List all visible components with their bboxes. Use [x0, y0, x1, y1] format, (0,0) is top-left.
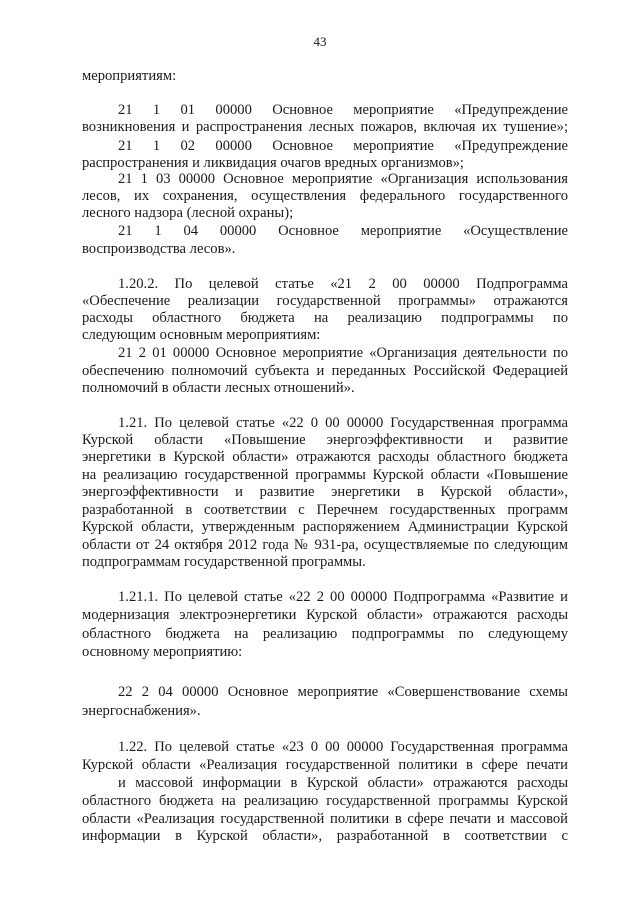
- text-line: областного бюджета на реализацию подпрограммы по следующему: [82, 626, 568, 642]
- text-line: 21 2 01 00000 Основное мероприятие «Организация деятельности по: [118, 345, 568, 361]
- text-line: обеспечению полномочий субъекта и переданных Российской Федерацией: [82, 363, 568, 379]
- text-line: 21 1 01 00000 Основное мероприятие «Предупреждение: [118, 102, 568, 118]
- text-line: 1.21.1. По целевой статье «22 2 00 00000 Подпрограмма «Развитие и: [118, 589, 568, 605]
- text-line: следующим основным мероприятиям:: [82, 327, 321, 343]
- text-line: энергоснабжения».: [82, 703, 201, 719]
- text-line: 21 1 03 00000 Основное мероприятие «Организация использования: [118, 171, 568, 187]
- text-line: области от 24 октября 2012 года № 931-ра, осуществляемые по следующим: [82, 537, 568, 553]
- text-line: полномочий в области лесных отношений».: [82, 380, 355, 396]
- text-line: энергоэффективности и развитие энергетики в Курской области»,: [82, 484, 568, 500]
- text-line: лесного надзора (лесной охраны);: [82, 205, 294, 221]
- text-line: 1.22. По целевой статье «23 0 00 00000 Государственная программа: [118, 739, 568, 755]
- text-line: основному мероприятию:: [82, 644, 243, 660]
- text-line: мероприятиям:: [82, 68, 177, 84]
- text-line: Курской области «Повышение энергоэффективности и развитие: [82, 432, 568, 448]
- text-line: 21 1 04 00000 Основное мероприятие «Осуществление: [118, 223, 568, 239]
- text-line: энергетики в Курской области» отражаются расходы областного бюджета: [82, 449, 568, 465]
- text-line: областного бюджета на реализацию государственной программы Курской: [82, 793, 568, 809]
- text-line: области «Реализация государственной политики в сфере печати и массовой: [82, 811, 568, 827]
- text-line: 21 1 02 00000 Основное мероприятие «Предупреждение: [118, 138, 568, 154]
- text-line: лесов, их сохранения, осуществления федерального государственного: [82, 188, 568, 204]
- text-line: 22 2 04 00000 Основное мероприятие «Совершенствование схемы: [118, 684, 568, 700]
- text-line: «Обеспечение реализации государственной программы» отражаются: [82, 293, 568, 309]
- text-line: расходы областного бюджета на реализацию подпрограммы по: [82, 310, 568, 326]
- text-line: воспроизводства лесов».: [82, 241, 236, 257]
- text-line: распространения и ликвидация очагов вредных организмов»;: [82, 155, 464, 171]
- page-number: 43: [313, 34, 327, 49]
- text-line: на реализацию государственной программы Курской области «Повышение: [82, 467, 568, 483]
- text-line: модернизация электроэнергетики Курской области» отражаются расходы: [82, 607, 568, 623]
- text-line: информации в Курской области», разработанной в соответствии с: [82, 828, 568, 844]
- text-line: Курской области, утвержденным распоряжением Администрации Курской: [82, 519, 568, 535]
- text-line: 1.21. По целевой статье «22 0 00 00000 Государственная программа: [118, 415, 568, 431]
- text-line: 1.20.2. По целевой статье «21 2 00 00000 Подпрограмма: [118, 276, 568, 292]
- text-line: разработанной в соответствии с Перечнем государственных программ: [82, 502, 568, 518]
- text-line: возникновения и распространения лесных пожаров, включая их тушение»;: [82, 119, 568, 135]
- text-line: подпрограммам государственной программы.: [82, 554, 366, 570]
- text-line: и массовой информации в Курской области» отражаются расходы: [118, 775, 568, 791]
- text-line: Курской области «Реализация государственной политики в сфере печати: [82, 757, 568, 773]
